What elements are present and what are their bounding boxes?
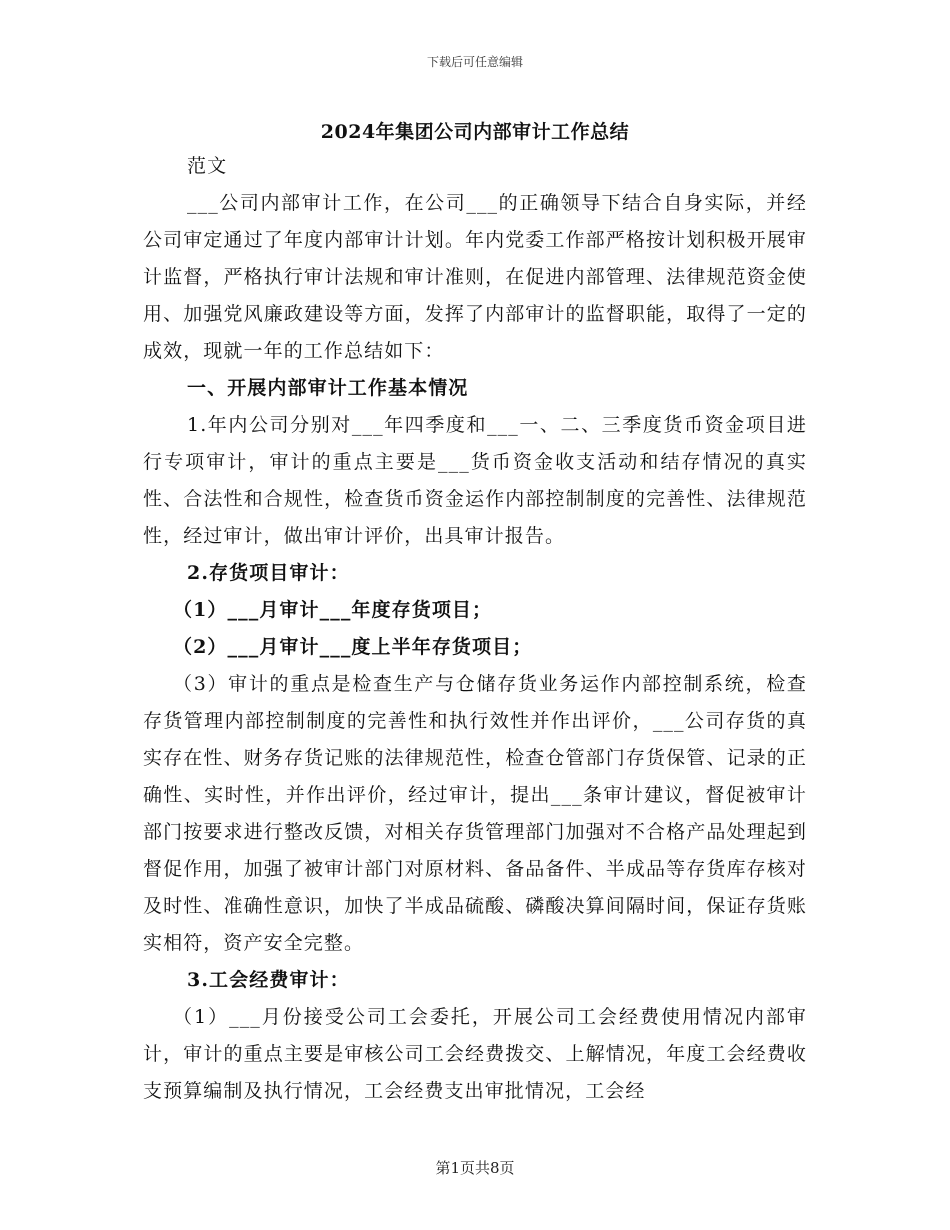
paragraph-item-1: 1.年内公司分别对___年四季度和___一、二、三季度货币资金项目进行专项审计，审计的重点主要是___货币资金收支活动和结存情况的真实性、合法性和合规性，检查货币资金运作内部控制制度的完善性、法律规范性，经过审计，做出审计评价，出具审计报告。 (143, 414, 807, 547)
paragraph-label: 范文 (187, 155, 228, 177)
paragraph-union-detail: （1）___月份接受公司工会委托，开展公司工会经费使用情况内部审计，审计的重点主要是审核公司工会经费拨交、上解情况，年度工会经费收支预算编制及执行情况，工会经费支出审批情况，工会经 (143, 1006, 807, 1102)
page-footer: 第1页共8页 (435, 1159, 515, 1177)
paragraph-inventory-detail: （3）审计的重点是检查生产与仓储存货业务运作内部控制系统，检查存货管理内部控制制度的完善性和执行效性并作出评价，___公司存货的真实存在性、财务存货记账的法律规范性，检查仓管部门存货保管、记录的正确性、实时性，并作出评价，经过审计，提出___条审计建议，督促被审计部门按要求进行整改反馈，对相关存货管理部门加强对不合格产品处理起到督促作用，加强了被审计部门对原材料、备品备件、半成品等存货库存核对及时性、准确性意识，加快了半成品硫酸、磷酸决算间隔时间，保证存货账实相符，资产安全完整。 (143, 673, 807, 954)
subheading-union: 3.工会经费审计： (187, 969, 350, 991)
paragraph-intro: ___公司内部审计工作，在公司___的正确领导下结合自身实际，并经公司审定通过了年度内部审计计划。年内党委工作部严格按计划积极开展审计监督，严格执行审计法规和审计准则，在促进内部管理、法律规范资金使用、加强党风廉政建设等方面，发挥了内部审计的监督职能，取得了一定的成效，现就一年的工作总结如下： (143, 192, 807, 362)
list-item: （2）___月审计___度上半年存货项目； (173, 636, 533, 658)
document-title: 2024年集团公司内部审计工作总结 (320, 121, 630, 143)
list-item: （1）___月审计___年度存货项目； (173, 599, 493, 621)
page-header: 下载后可任意编辑 (426, 55, 523, 69)
document-body (143, 148, 807, 1110)
subheading-inventory: 2.存货项目审计： (187, 562, 350, 584)
section-heading: 一、开展内部审计工作基本情况 (187, 377, 469, 399)
